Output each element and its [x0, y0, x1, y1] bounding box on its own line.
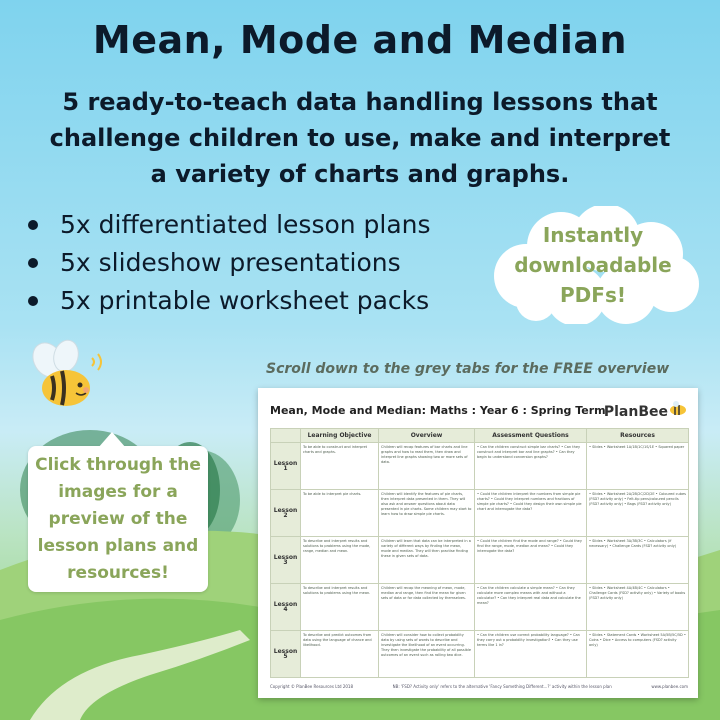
footer-url: www.planbee.com: [651, 684, 688, 689]
table-header: Assessment Questions: [475, 429, 587, 443]
feature-label: 5x printable worksheet packs: [60, 286, 430, 315]
objective-cell: To describe and interpret results and solutions to problems using the mean.: [301, 584, 379, 631]
table-header: Resources: [587, 429, 689, 443]
feature-item: [22, 282, 431, 320]
table-header: Overview: [379, 429, 475, 443]
table-row: [271, 631, 689, 678]
preview-callout-text: Click through the images for a preview of the lesson plans and resources!: [35, 455, 201, 583]
bullet-dot-icon: [28, 220, 38, 230]
overview-cell: Children will consider how to collect probability data by using sets of words to describe and investigate the likelihood of an event occurring. They then investigate the probability of all possible outcomes of an event such as rolling two dice.: [379, 631, 475, 678]
table-row: [271, 584, 689, 631]
cloud-callout-text: Instantly downloadable PDFs!: [514, 223, 672, 307]
table-header: Learning Objective: [301, 429, 379, 443]
questions-cell: • Could the children find the mode and range? • Could they find the range, mode, median and mean? • Could they interrogate the data?: [475, 537, 587, 584]
questions-cell: • Can the children calculate a simple mean? • Can they calculate more complex means with and without a calculator? • Can they interpret real data and calculate the mean?: [475, 584, 587, 631]
page-subtitle: 5 ready-to-teach data handling lessons that challenge children to use, make and interpret a variety of charts and graphs.: [49, 88, 671, 188]
bullet-dot-icon: [28, 296, 38, 306]
objective-cell: To be able to construct and interpret charts and graphs.: [301, 443, 379, 490]
objective-cell: To describe and interpret results and solutions to problems using the mode, range, median and mean.: [301, 537, 379, 584]
resources-cell: • Slides • Statement Cards • Worksheet 5A/5B/5C/5D • Coins • Dice • Access to computers (FSD? activity only): [587, 631, 689, 678]
table-header-row: [271, 429, 689, 443]
feature-label: 5x slideshow presentations: [60, 248, 401, 277]
overview-cell: Children will identify the features of pie charts, then interpret data presented in them. They will also ask and answer questions about data presented in pie charts. Some children may start to learn how to draw simple pie charts.: [379, 490, 475, 537]
lesson-label: Lesson 1: [271, 443, 301, 490]
resources-cell: • Slides • Worksheet 4A/4B/4C • Calculators • Challenge Cards (FSD? activity only) • Variety of books (FSD? activity only): [587, 584, 689, 631]
overview-cell: Children will recap the meaning of mean, mode, median and range, then find the mean for given sets of data or for data collected by themselves.: [379, 584, 475, 631]
lesson-label: Lesson 2: [271, 490, 301, 537]
table-row: [271, 443, 689, 490]
resources-cell: • Slides • Worksheet 2A/2B/2C/2D/2E • Coloured cubes (FSD? activity only) • Felt-tip pens/coloured pencils (FSD? activity only) • Bags (FSD? activity only): [587, 490, 689, 537]
planbee-logo: PlanBee: [603, 404, 668, 420]
bullet-dot-icon: [28, 258, 38, 268]
page-title: Mean, Mode and Median: [92, 18, 628, 62]
feature-list: [22, 206, 431, 320]
lesson-label: Lesson 3: [271, 537, 301, 584]
objective-cell: To be able to interpret pie charts.: [301, 490, 379, 537]
resources-cell: • Slides • Worksheet 1A/1B/1C/1S/1E • Squared paper: [587, 443, 689, 490]
lesson-plan-table: [270, 428, 689, 678]
footer-copyright: Copyright © PlanBee Resources Ltd 2018: [270, 684, 354, 689]
questions-cell: • Could the children interpret the numbers from simple pie charts? • Could they interpret numbers and fractions of simple pie charts? • Could they design their own simple pie chart and interrogate the data?: [475, 490, 587, 537]
planbee-bee-icon: [668, 400, 688, 416]
sheet-footer: [270, 684, 688, 689]
questions-cell: • Can the children construct simple bar charts? • Can they construct and interpret bar and line graphs? • Can they begin to understand conversion graphs?: [475, 443, 587, 490]
feature-item: [22, 244, 431, 282]
overview-cell: Children will recap features of bar charts and line graphs and how to read them, then draw and interpret line graphs showing two or more sets of data.: [379, 443, 475, 490]
objective-cell: To describe and predict outcomes from data using the language of chance and likelihood.: [301, 631, 379, 678]
sheet-heading: Mean, Mode and Median: Maths : Year 6 : Spring Term: [270, 404, 606, 417]
table-header: [271, 429, 301, 443]
resources-cell: • Slides • Worksheet 3A/3B/3C • Calculators (if necessary) • Challenge Cards (FSD? activity only): [587, 537, 689, 584]
lesson-label: Lesson 5: [271, 631, 301, 678]
table-row: [271, 537, 689, 584]
overview-cell: Children will learn that data can be interpreted in a variety of different ways by finding the mean, mode and median. They will then practise finding these in given sets of data.: [379, 537, 475, 584]
lesson-plan-preview[interactable]: [258, 388, 698, 698]
questions-cell: • Can the children use correct probability language? • Can they carry out a probability investigation? • Can they use terms like 1 in?: [475, 631, 587, 678]
lesson-label: Lesson 4: [271, 584, 301, 631]
table-row: [271, 490, 689, 537]
feature-label: 5x differentiated lesson plans: [60, 210, 431, 239]
footer-note: NB: 'FSD? Activity only' refers to the alternative 'Fancy Something Different...?' activity within the lesson plan: [392, 684, 612, 689]
bee-icon: [26, 338, 106, 418]
scroll-note: Scroll down to the grey tabs for the FREE overview: [266, 361, 670, 377]
feature-item: [22, 206, 431, 244]
